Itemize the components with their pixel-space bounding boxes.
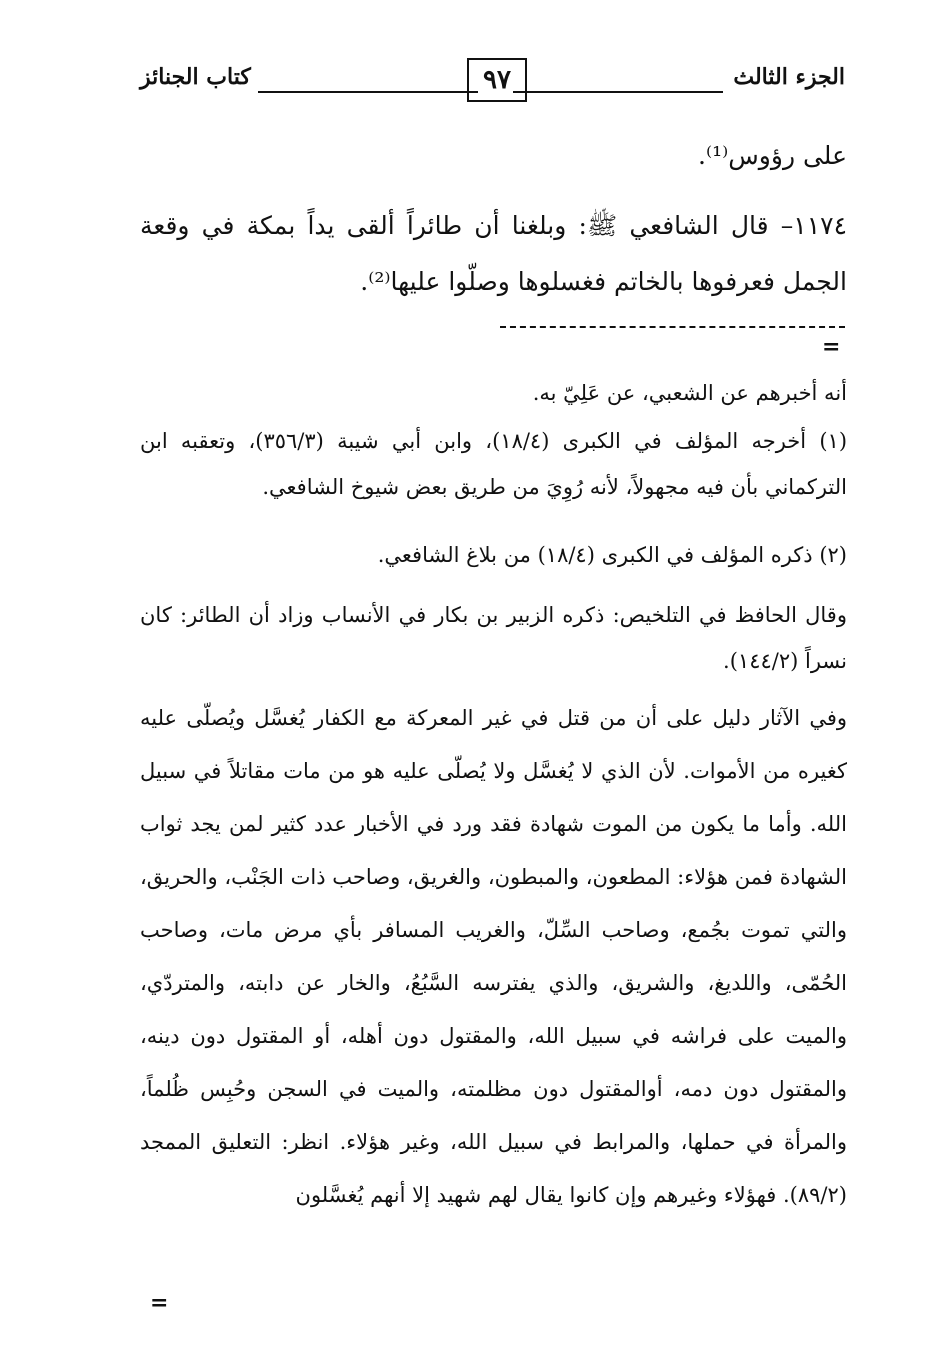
part-title: الجزء الثالث [733,64,845,90]
running-header [140,58,845,106]
footnote-continuation: أنه أخبرهم عن الشعبي، عن عَلِيّ به. [532,381,847,405]
header-rule-right [513,91,723,93]
footnote-separator [500,326,845,328]
paragraph-1174: ١١٧٤– قال الشافعي ﷺ: وبلغنا أن طائراً ألقى يداً بمكة في وقعة الجمل فعرفوها بالخاتم فغسلوها وصلّوا عليها⁽²⁾. [140,211,847,296]
footnote-2: (٢) ذكره المؤلف في الكبرى (١٨/٤) من بلاغ الشافعي. [377,543,847,567]
footnote-1: (١) أخرجه المؤلف في الكبرى (١٨/٤)، وابن أبي شيبة (٣٥٦/٣)، وتعقبه ابن التركماني بأن فيه مجهولاً، لأنه رُوِيَ من طريق بعض شيوخ الشافعي. [140,429,848,499]
page-number: ٩٧ [467,58,527,102]
commentary-paragraph: وفي الآثار دليل على أن من قتل في غير المعركة مع الكفار يُغسَّل ويُصلّى عليه كغيره من الأموات. لأن الذي لا يُغسَّل ولا يُصلّى عليه هو من مات مقاتلاً في سبيل الله. وأما ما يكون من الموت شهادة فقد ورد في الأخبار عدد كثير لمن يجد ثواب الشهادة فمن هؤلاء: المطعون، والمبطون، والغريق، وصاحب ذات الجَنْب، والحريق، والتي تموت بجُمع، وصاحب السِّلّ، والغريب المسافر بأي مرض مات، وصاحب الحُمّى، واللديغ، والشريق، والذي يفترسه السَّبُعُ، والخار عن دابته، والمتردّي، والميت على فراشه في سبيل الله، والمقتول دون أهله، أو المقتول دون دينه، والمقتول دون دمه، أوالمقتول دون مظلمته، والميت في السجن وحُبِس ظُلماً، والمرأة في حملها، والمرابط في سبيل الله، وغير هؤلاء. انظر: التعليق الممجد (٨٩/٢). فهؤلاء وغيرهم وإن كانوا يقال لهم شهيد إلا أنهم يُغسَّلون [140,706,847,1207]
continuation-mark: = [822,334,841,360]
end-continuation-mark: = [150,1290,169,1316]
text-line-continuation: على رؤوس⁽¹⁾. [698,141,847,170]
header-rule-left [258,91,478,93]
footnote-2-continued: وقال الحافظ في التلخيص: ذكره الزبير بن بكار في الأنساب وزاد أن الطائر: كان نسراً (١٤٤/٢). [140,603,847,673]
book-title: كتاب الجنائز [140,64,251,90]
